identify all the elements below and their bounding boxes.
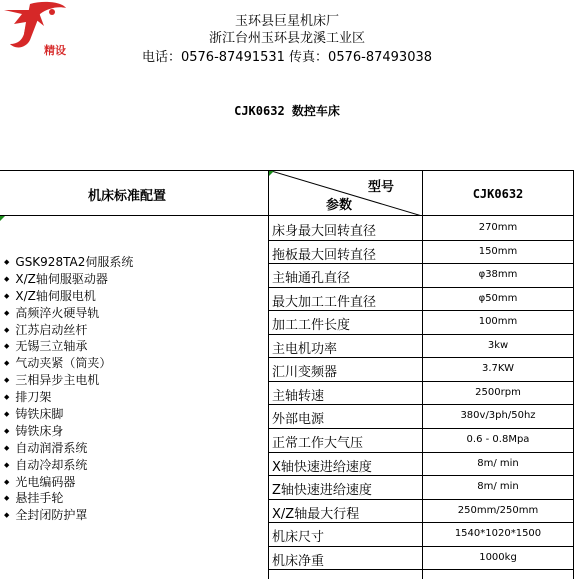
config-heading: 机床标准配置 bbox=[88, 189, 167, 204]
param-name: 主轴转速 bbox=[272, 389, 325, 404]
param-value: 2500rpm bbox=[475, 387, 521, 398]
model-header: 型号 bbox=[368, 180, 395, 195]
config-item: ◆ 自动润滑系统 bbox=[4, 440, 133, 457]
param-value: 270mm bbox=[478, 222, 518, 233]
config-item: ◆ 江苏启动丝杆 bbox=[4, 322, 133, 339]
param-name: 床身最大回转直径 bbox=[272, 224, 377, 239]
param-name: 机床净重 bbox=[272, 554, 325, 569]
config-item: ◆ 悬挂手轮 bbox=[4, 490, 133, 507]
param-value: 8m/ min bbox=[477, 481, 519, 492]
param-name: Z轴快速进给速度 bbox=[272, 483, 372, 498]
param-name: 最大加工工件直径 bbox=[272, 295, 377, 310]
config-item: ◆ X/Z轴伺服驱动器 bbox=[4, 271, 133, 288]
config-item: ◆ 自动冷却系统 bbox=[4, 457, 133, 474]
param-value: 250mm/250mm bbox=[457, 505, 539, 516]
config-item: ◆ 全封闭防护罩 bbox=[4, 507, 133, 524]
document-title: CJK0632 数控车床 bbox=[234, 104, 340, 118]
logo-text: 精设 bbox=[44, 44, 66, 57]
param-value: 8m/ min bbox=[477, 458, 519, 469]
config-item: ◆ X/Z轴伺服电机 bbox=[4, 288, 133, 305]
company-address: 浙江台州玉环县龙溪工业区 bbox=[208, 31, 365, 46]
param-value: 3.7KW bbox=[482, 363, 514, 374]
param-value: 380v/3ph/50hz bbox=[460, 410, 536, 421]
param-name: 正常工作大气压 bbox=[272, 436, 364, 451]
param-name: 汇川变频器 bbox=[272, 365, 338, 380]
param-header: 参数 bbox=[326, 198, 353, 213]
config-item: ◆ 铸铁床脚 bbox=[4, 406, 133, 423]
param-name: 拖板最大回转直径 bbox=[272, 248, 377, 263]
model-name: CJK0632 bbox=[472, 187, 524, 201]
param-value: 3kw bbox=[487, 340, 509, 351]
param-name: X轴快速进给速度 bbox=[272, 460, 372, 475]
config-item: ◆ 气动夹紧（筒夹） bbox=[4, 355, 133, 372]
config-item: ◆ 光电编码器 bbox=[4, 474, 133, 491]
param-name: 主轴通孔直径 bbox=[272, 271, 351, 286]
company-contact: 电话：0576-87491531 传真：0576-87493038 bbox=[141, 50, 433, 65]
param-value: 100mm bbox=[478, 316, 518, 327]
config-item: ◆ 铸铁床身 bbox=[4, 423, 133, 440]
param-value: 1540*1020*1500 bbox=[454, 528, 542, 539]
param-value: 150mm bbox=[478, 246, 518, 257]
param-value: 1000kg bbox=[479, 552, 517, 563]
param-value: 0.6 - 0.8Mpa bbox=[466, 434, 530, 445]
param-name: 主电机功率 bbox=[272, 342, 338, 357]
config-list bbox=[4, 254, 133, 524]
company-name: 玉环县巨星机床厂 bbox=[234, 14, 339, 29]
config-item: ◆ 三相异步主电机 bbox=[4, 372, 133, 389]
param-name: 加工工件长度 bbox=[272, 318, 351, 333]
param-name: 外部电源 bbox=[272, 412, 325, 427]
config-item: ◆ 高频淬火硬导轨 bbox=[4, 305, 133, 322]
param-name: X/Z轴最大行程 bbox=[272, 507, 360, 522]
config-item: ◆ 排刀架 bbox=[4, 389, 133, 406]
param-value: φ50mm bbox=[478, 293, 518, 304]
config-item: ◆ 无锡三立轴承 bbox=[4, 338, 133, 355]
param-name: 机床尺寸 bbox=[272, 530, 325, 545]
param-value: φ38mm bbox=[478, 269, 518, 280]
config-item: ◆ GSK928TA2伺服系统 bbox=[4, 254, 133, 271]
